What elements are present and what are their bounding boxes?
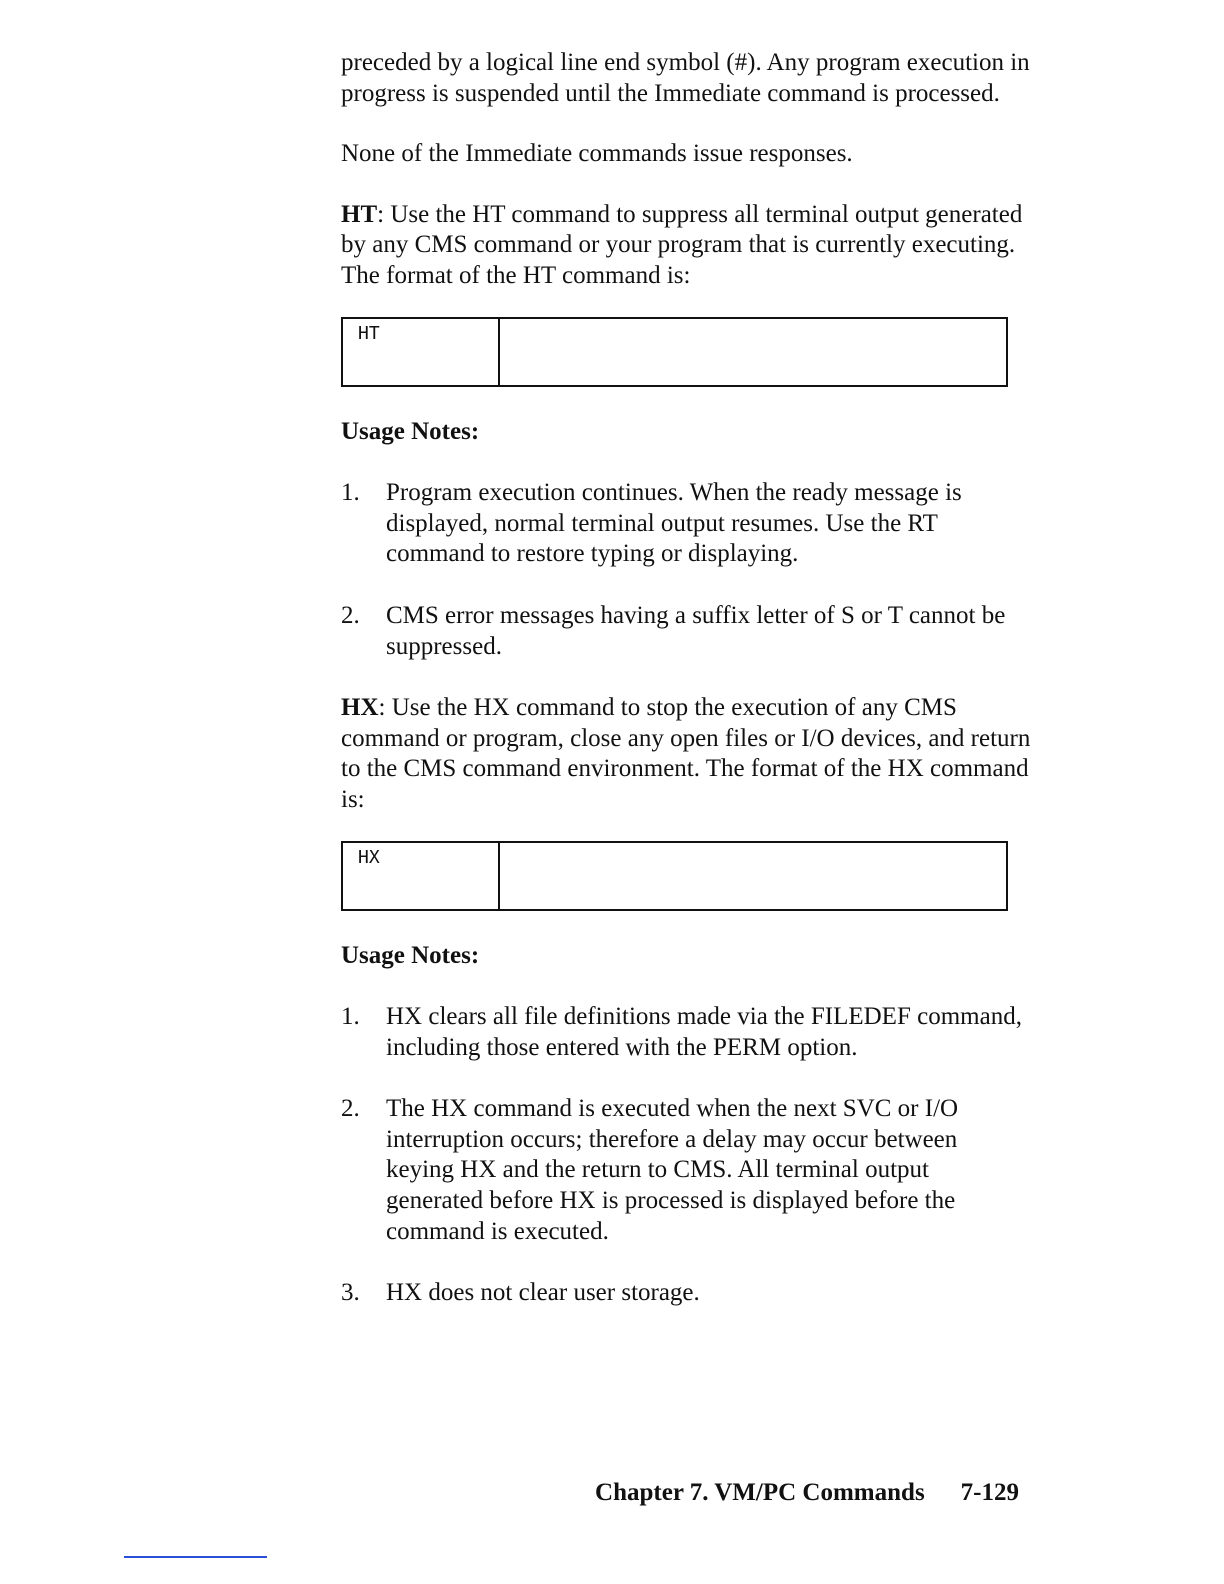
chapter-title: Chapter 7. VM/PC Commands (595, 1479, 925, 1506)
ht-syntax-command: HT (343, 319, 500, 385)
list-item (341, 601, 1031, 662)
note-number: 1. (341, 479, 360, 507)
ht-description (341, 200, 1031, 292)
hx-syntax-box (341, 841, 1008, 911)
note-text: CMS error messages having a suffix letter of S or T cannot be suppressed. (386, 601, 1006, 660)
ht-usage-heading: Usage Notes: (341, 417, 480, 445)
list-item (341, 478, 1031, 570)
list-item (341, 1278, 1031, 1309)
hx-description-text: : Use the HX command to stop the execution of any CMS command or program, close any open files or I/O devices, and return to the CMS command environment. The format of the HX command is: (341, 694, 1031, 813)
list-item (341, 1002, 1031, 1063)
ht-term: HT (341, 200, 378, 228)
note-number: 2. (341, 1095, 360, 1123)
note-text: The HX command is executed when the next SVC or I/O interruption occurs; therefore a delay may occur between keying HX and the return to CMS. All terminal output generated before HX is processed is displayed before the command is executed. (386, 1095, 959, 1245)
hx-description (341, 693, 1031, 815)
page-body (341, 48, 1031, 1309)
note-text: Program execution continues. When the ready message is displayed, normal terminal output resumes. Use the RT command to restore typing or displaying. (386, 479, 962, 568)
page-number: 7-129 (960, 1479, 1019, 1506)
bottom-rule (124, 1556, 267, 1558)
page-footer (595, 1478, 1019, 1508)
intro-paragraph: preceded by a logical line end symbol (#). Any program execution in progress is suspended until the Immediate command is processed. (341, 49, 1030, 107)
ht-syntax-box (341, 317, 1008, 387)
note-text: HX does not clear user storage. (386, 1279, 700, 1307)
hx-term: HX (341, 694, 379, 722)
note-number: 2. (341, 601, 360, 629)
hx-usage-heading: Usage Notes: (341, 941, 480, 969)
note-text: HX clears all file definitions made via the FILEDEF command, including those entered with the PERM option. (386, 1003, 1022, 1061)
ht-syntax-operands (500, 319, 1006, 385)
hx-syntax-command: HX (343, 843, 500, 909)
hx-usage-notes (341, 1002, 1031, 1309)
note-number: 3. (341, 1279, 360, 1307)
hx-syntax-operands (500, 843, 1006, 909)
note-number: 1. (341, 1003, 360, 1031)
list-item (341, 1094, 1031, 1247)
ht-usage-notes (341, 478, 1031, 662)
responses-paragraph: None of the Immediate commands issue responses. (341, 140, 853, 168)
ht-description-text: : Use the HT command to suppress all terminal output generated by any CMS command or your program that is currently executing. The format of the HT command is: (341, 200, 1023, 289)
